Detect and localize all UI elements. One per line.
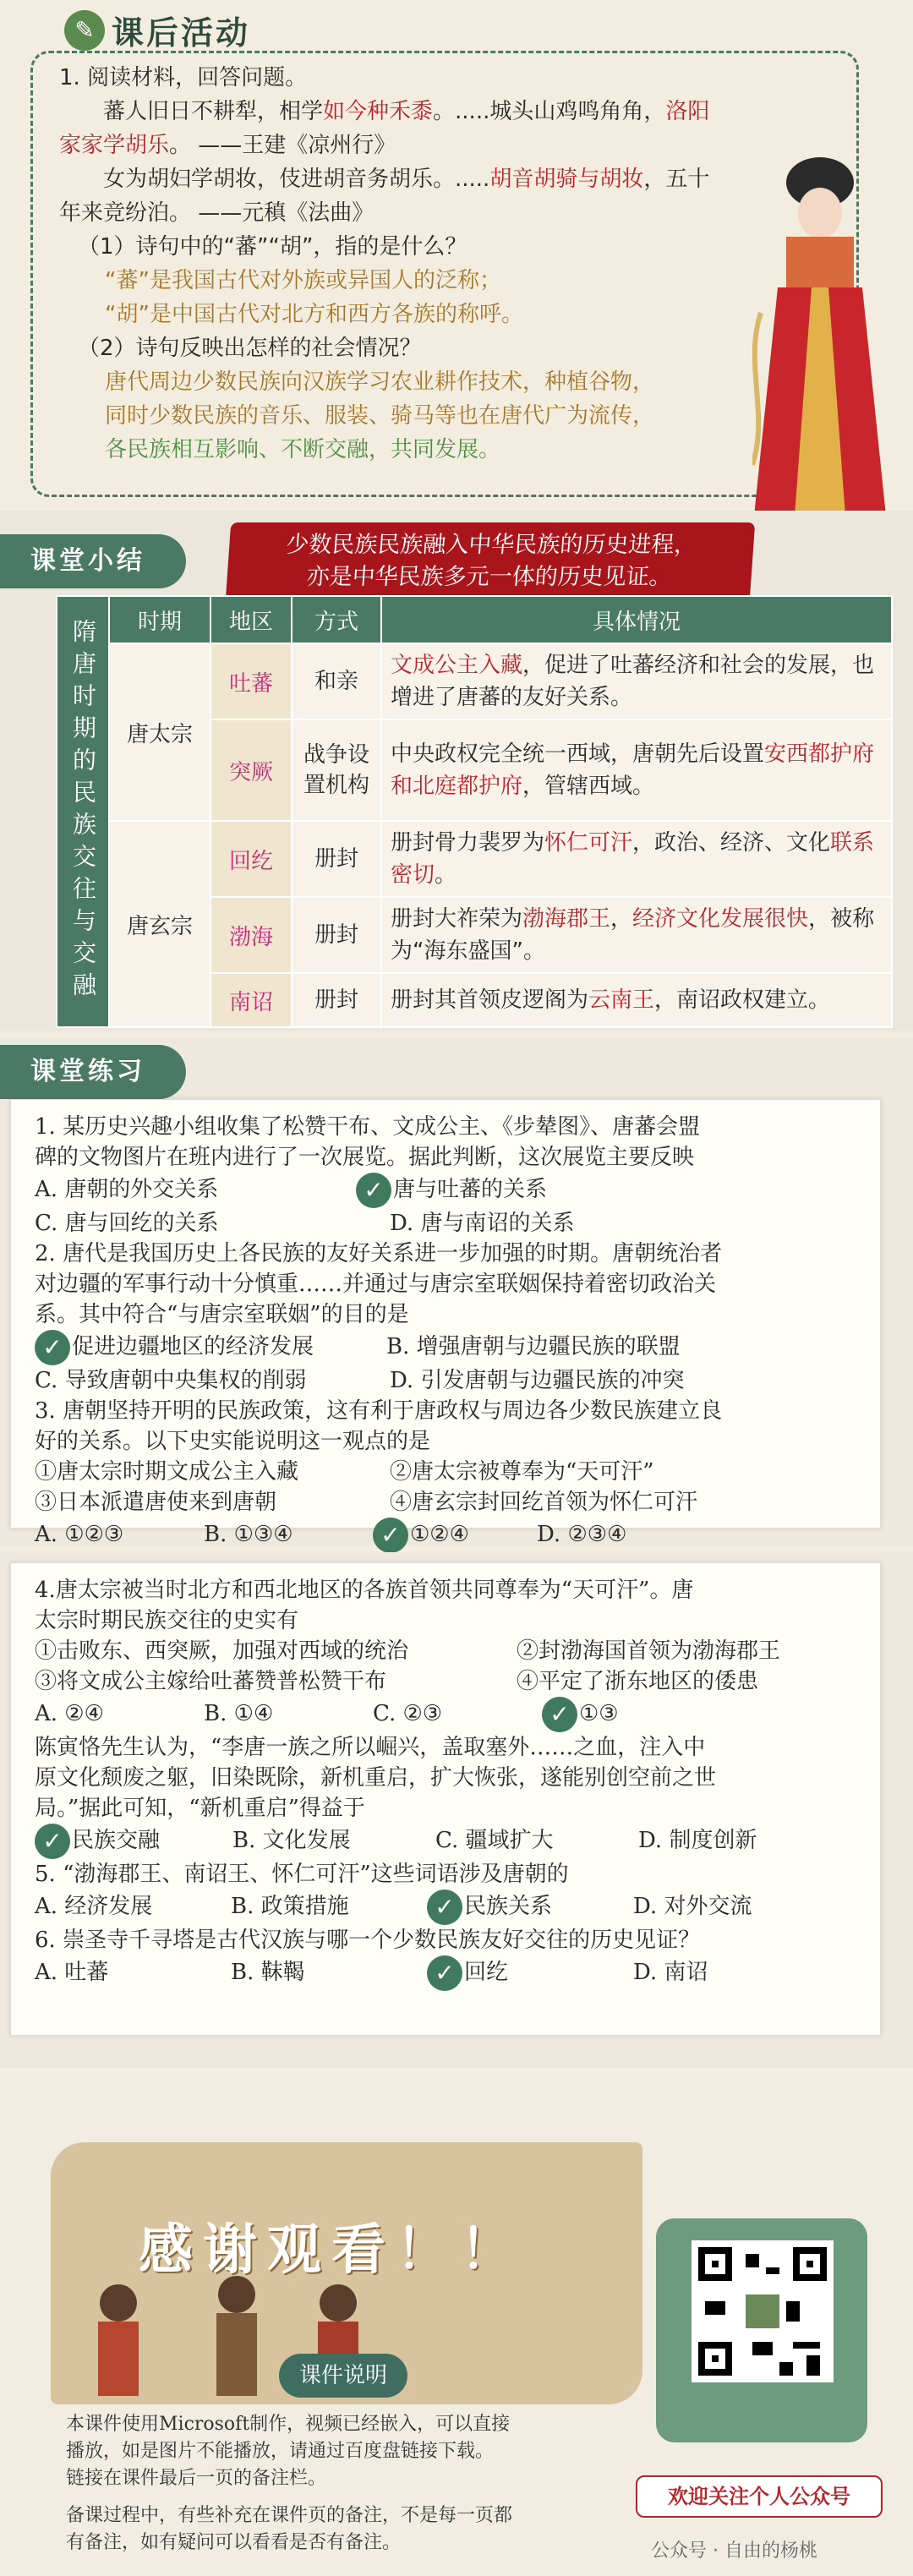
- answer-line: “胡”是中国古代对北方和西方各族的称呼。: [105, 302, 523, 327]
- option: C. ②③: [373, 1701, 443, 1726]
- method-cell: 册封: [292, 897, 381, 973]
- banner-line-1: 少数民族民族融入中华民族的历史进程，: [285, 532, 698, 558]
- option: A. 唐朝的外交关系: [35, 1177, 219, 1202]
- practice-section-2: [0, 1552, 913, 2068]
- question-line: 2. 唐代是我国历史上各民族的友好关系进一步加强的时期。唐朝统治者: [35, 1241, 723, 1266]
- detail-text: ，南诏政权建立。: [654, 987, 831, 1013]
- poem-highlight: 胡音胡骑与胡妆: [489, 167, 644, 192]
- method-cell: 册封: [292, 973, 381, 1027]
- option: A. ②④: [35, 1701, 104, 1726]
- poem-text: 。.....城头山鸡鸣角角，: [433, 99, 666, 124]
- summary-title: 课堂小结: [0, 534, 186, 588]
- option: B. 政策措施: [231, 1894, 349, 1919]
- option-correct: ①③: [579, 1701, 619, 1726]
- check-icon: ✓: [427, 1955, 462, 1991]
- note-line: 备课过程中，有些补充在课件页的备注，不是每一页都: [66, 2505, 513, 2526]
- option: C. 疆域扩大: [435, 1828, 554, 1853]
- poem-source: 。 ——王建《凉州行》: [169, 133, 396, 158]
- check-icon: ✓: [373, 1518, 408, 1553]
- option-correct: 唐与吐蕃的关系: [393, 1177, 548, 1202]
- method-cell: 册封: [292, 821, 381, 897]
- detail-highlight: 怀仁可汗: [544, 830, 633, 856]
- detail-text: ，被称为“海东盛国”。: [391, 906, 875, 964]
- detail-cell: [381, 821, 892, 897]
- practice-card: [10, 1562, 881, 2036]
- activity-title: 课后活动: [112, 14, 251, 52]
- option: D. ②③④: [537, 1522, 627, 1547]
- option: D. 制度创新: [638, 1828, 757, 1853]
- option: D. 对外交流: [633, 1894, 752, 1919]
- option-correct: 民族关系: [464, 1894, 553, 1919]
- region-cell: 南诏: [210, 973, 292, 1027]
- region-cell: 渤海: [210, 897, 292, 973]
- question-line: 好的关系。以下史实能说明这一观点的是: [35, 1429, 431, 1454]
- option: A. 经济发展: [35, 1894, 153, 1919]
- question-line: 碑的文物图片在班内进行了一次展览。据此判断，这次展览主要反映: [35, 1145, 695, 1170]
- option: A. ①②③: [35, 1522, 124, 1547]
- note-line: 播放，如是图片不能播放，请通过百度盘链接下载。: [66, 2441, 495, 2462]
- question-line: 4.唐太宗被当时北方和西北地区的各族首领共同尊奉为“天可汗”。唐: [35, 1578, 694, 1603]
- option: D. 南诏: [633, 1960, 708, 1985]
- summary-table: [56, 595, 893, 1028]
- answer-line: “蕃”是我国古代对外族或异国人的泛称；: [105, 268, 501, 293]
- detail-highlight: 安西都护府和北庭都护府: [391, 741, 875, 799]
- poem-source: 年来竞纷泊。 ——元稹《法曲》: [59, 200, 374, 226]
- question-line: 原文化颓废之躯，旧染既除，新机重启，扩大恢张，遂能别创空前之世: [35, 1765, 717, 1791]
- note-line: 本课件使用Microsoft制作，视频已经嵌入，可以直接: [66, 2414, 511, 2435]
- note-text: [66, 2502, 512, 2557]
- detail-text: ，政治、经济、文化: [632, 830, 831, 856]
- check-icon: ✓: [35, 1330, 70, 1365]
- option: C. 唐与回纥的关系: [35, 1211, 219, 1236]
- check-icon: ✓: [356, 1173, 391, 1208]
- question-1: 1. 阅读材料，回答问题。: [59, 65, 308, 90]
- detail-cell: [381, 643, 892, 719]
- period-cell: 唐太宗: [109, 643, 210, 821]
- option: B. ①③④: [204, 1522, 293, 1547]
- sub-question-1: （1）诗句中的“蕃”“胡”，指的是什么？: [78, 234, 467, 260]
- detail-text: ，促进了吐蕃经济和社会的发展，也增进了唐蕃的友好关系。: [391, 653, 875, 710]
- detail-highlight: 渤海郡王: [522, 906, 611, 932]
- ending-section: [0, 2075, 913, 2576]
- detail-text: 。: [435, 862, 457, 888]
- statement: ④唐玄宗封回纥首领为怀仁可汗: [390, 1490, 698, 1515]
- practice-questions: [35, 1575, 863, 1991]
- banner-line-2: 亦是中华民族多元一体的历史见证。: [305, 564, 673, 590]
- note-line: 有备注，如有疑问可以看看是否有备注。: [66, 2532, 402, 2553]
- detail-cell: [381, 897, 892, 973]
- check-icon: ✓: [35, 1824, 70, 1859]
- detail-cell: [381, 973, 892, 1027]
- question-line: 陈寅恪先生认为，“李唐一族之所以崛兴，盖取塞外……之血，注入中: [35, 1735, 706, 1760]
- region-cell: 吐蕃: [210, 643, 292, 719]
- statement: ①击败东、西突厥，加强对西域的统治: [35, 1638, 409, 1664]
- activity-text: [59, 61, 845, 467]
- courseware-note-button[interactable]: 课件说明: [279, 2354, 407, 2398]
- poem-text: 女为胡妇学胡妆，伎进胡音务胡乐。.....: [103, 167, 490, 192]
- question-line: 6. 崇圣寺千寻塔是古代汉族与哪一个少数民族友好交往的历史见证？: [35, 1928, 701, 1953]
- detail-cell: [381, 719, 892, 821]
- qr-code-icon[interactable]: [692, 2240, 834, 2382]
- detail-text: ，: [610, 906, 633, 932]
- table-header: 方式: [292, 596, 381, 643]
- region-cell: 回纥: [210, 821, 292, 897]
- poem-text: 蕃人旧日不耕犁，相学: [103, 99, 324, 124]
- answer-line: 唐代周边少数民族向汉族学习农业耕作技术，种植谷物，: [105, 369, 655, 395]
- poem-highlight: 洛阳: [665, 99, 710, 124]
- option-correct: 回纥: [464, 1960, 509, 1985]
- practice-title: 课堂练习: [0, 1045, 186, 1099]
- pencil-icon: ✎: [64, 10, 105, 51]
- statement: ④平定了浙东地区的倭患: [517, 1669, 759, 1694]
- question-line: 对边疆的军事行动十分慎重……并通过与唐宗室联姻保持着密切政治关: [35, 1272, 717, 1297]
- thanks-text: 感谢观看！！: [139, 2219, 524, 2282]
- practice-section: [0, 1038, 913, 1549]
- check-icon: ✓: [427, 1890, 462, 1925]
- table-side-title: 隋唐时期的民族交往与交融: [57, 596, 109, 1027]
- option: B. ①④: [204, 1701, 274, 1726]
- period-cell: 唐玄宗: [109, 821, 210, 1027]
- summary-section: [0, 511, 913, 1031]
- poem-text: ，五十: [643, 167, 710, 192]
- poem-highlight: 如今种禾黍: [323, 99, 434, 124]
- question-line: 太宗时期民族交往的史实有: [35, 1608, 299, 1633]
- option-correct: ①②④: [410, 1522, 469, 1547]
- option: B. 文化发展: [232, 1828, 351, 1853]
- question-line: 3. 唐朝坚持开明的民族政策，这有利于唐政权与周边各少数民族建立良: [35, 1398, 723, 1424]
- detail-text: 册封其首领皮逻阁为: [391, 987, 589, 1013]
- option-correct: 民族交融: [72, 1828, 161, 1853]
- method-cell: 战争设置机构: [292, 719, 381, 821]
- answer-line: 同时少数民族的音乐、服装、骑马等也在唐代广为流传，: [105, 403, 655, 429]
- statement: ②唐太宗被尊奉为“天可汗”: [390, 1459, 654, 1485]
- detail-highlight: 云南王: [588, 987, 655, 1013]
- note-text: [66, 2411, 510, 2492]
- option: C. 导致唐朝中央集权的削弱: [35, 1368, 307, 1393]
- table-header: 地区: [210, 596, 292, 643]
- region-cell: 突厥: [210, 719, 292, 821]
- activity-section: [0, 0, 913, 507]
- detail-highlight: 文成公主入藏: [391, 653, 523, 678]
- tang-lady-illustration: [752, 144, 888, 516]
- option-correct: 促进边疆地区的经济发展: [72, 1334, 314, 1359]
- detail-text: 中央政权完全统一西域，唐朝先后设置: [391, 741, 765, 767]
- note-line: 链接在课件最后一页的备注栏。: [66, 2468, 327, 2489]
- question-line: 系。其中符合“与唐宗室联姻”的目的是: [35, 1302, 409, 1327]
- answer-line: 各民族相互影响、不断交融，共同发展。: [105, 437, 501, 462]
- check-icon: ✓: [542, 1697, 577, 1732]
- question-line: 5. “渤海郡王、南诏王、怀仁可汗”这些词语涉及唐朝的: [35, 1862, 569, 1887]
- detail-highlight: 经济文化发展很快: [632, 906, 809, 932]
- option: D. 唐与南诏的关系: [390, 1211, 575, 1236]
- option: B. 增强唐朝与边疆民族的联盟: [386, 1334, 681, 1359]
- detail-highlight: 联系密切: [391, 830, 875, 888]
- watermark: 公众号 · 自由的杨桃: [651, 2540, 817, 2562]
- sub-question-2: （2）诗句反映出怎样的社会情况？: [78, 336, 422, 361]
- statement: ①唐太宗时期文成公主入藏: [35, 1459, 299, 1485]
- practice-questions: [35, 1112, 863, 1553]
- statement: ②封渤海国首领为渤海郡王: [517, 1638, 781, 1664]
- poem-highlight: 家家学胡乐: [59, 133, 170, 158]
- table-header: 具体情况: [381, 596, 892, 643]
- follow-account-label: 欢迎关注个人公众号: [636, 2475, 883, 2518]
- method-cell: 和亲: [292, 643, 381, 719]
- statement: ③将文成公主嫁给吐蕃赞普松赞干布: [35, 1669, 387, 1694]
- question-line: 局。”据此可知，“新机重启”得益于: [35, 1796, 365, 1821]
- option: B. 靺鞨: [231, 1960, 305, 1985]
- practice-card: [10, 1099, 881, 1549]
- option: D. 引发唐朝与边疆民族的冲突: [390, 1368, 685, 1393]
- option: A. 吐蕃: [35, 1960, 109, 1985]
- detail-text: 册封骨力裴罗为: [391, 830, 545, 856]
- summary-banner: [226, 522, 755, 600]
- detail-text: ，管辖西域。: [522, 774, 655, 799]
- question-line: 1. 某历史兴趣小组收集了松赞干布、文成公主、《步辇图》、唐蕃会盟: [35, 1114, 701, 1140]
- statement: ③日本派遣唐使来到唐朝: [35, 1490, 277, 1515]
- detail-text: 册封大祚荣为: [391, 906, 523, 932]
- table-header: 时期: [109, 596, 210, 643]
